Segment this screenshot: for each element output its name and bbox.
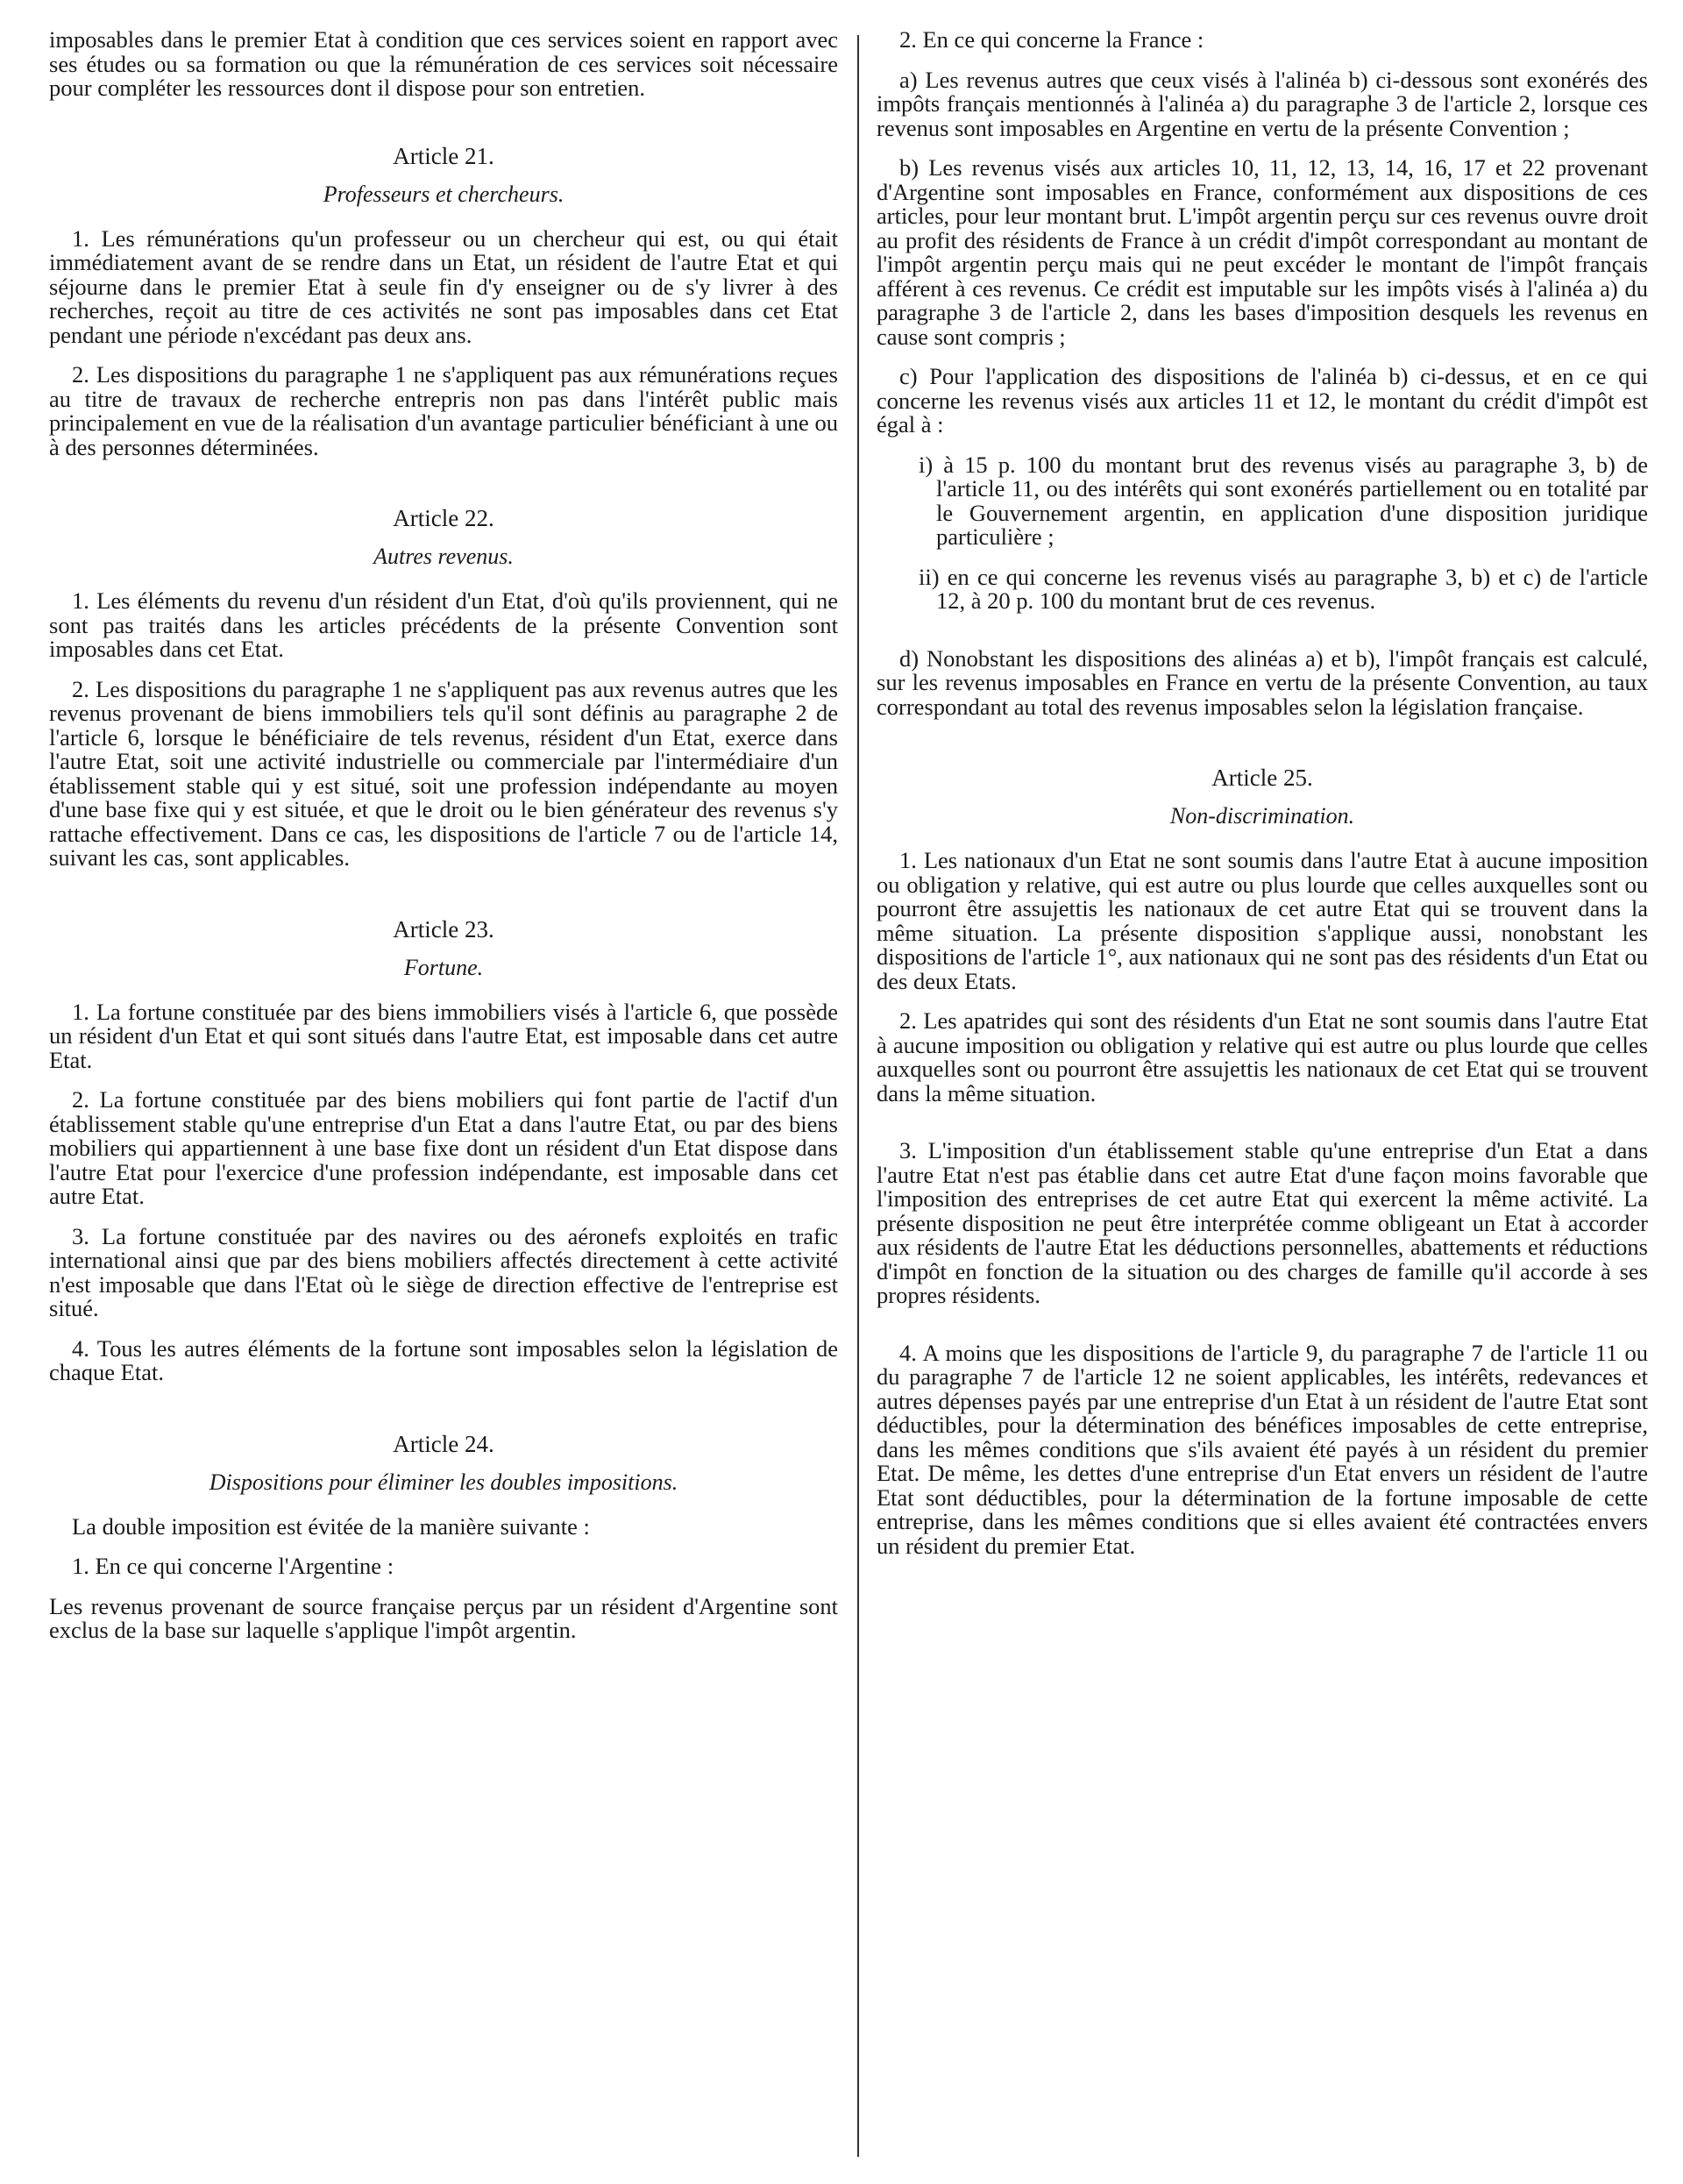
article-24-paragraph-1-text: Les revenus provenant de source française perçus par un résident d'Argentine sont exclus de la base sur laquelle s'applique l'impôt argentin. bbox=[49, 1592, 838, 1643]
article-22-paragraph-2: 2. Les dispositions du paragraphe 1 ne s'appliquent pas aux revenus autres que les revenus provenant de biens immobiliers tels qu'il sont définis au paragraphe 2 de l'article 6, lorsque le bénéficiaire de tels revenus, résident d'un Etat, exerce dans l'autre Etat, soit une activité industrielle ou commerciale par l'intermédiaire d'un établissement stable qui y est situé, soit une profession indépendante au moyen d'une base fixe qui y est située, et que le droit ou le bien générateur des revenus s'y rattache effectivement. Dans ce cas, les dispositions de l'article 7 ou de l'article 14, suivant les cas, sont applicables. bbox=[49, 675, 838, 871]
article-22-paragraph-1: 1. Les éléments du revenu d'un résident d'un Etat, d'où qu'ils proviennent, qui ne sont pas traités dans les articles précédents de la présente Convention sont imposables dans cet Etat. bbox=[49, 587, 838, 662]
article-24-paragraph-2c: c) Pour l'application des dispositions de l'alinéa b) ci-dessus, et en ce qui concerne les revenus visés aux articles 11 et 12, le montant du crédit d'impôt est égal à : bbox=[877, 363, 1648, 438]
article-22-heading: Article 22. bbox=[393, 505, 494, 531]
article-24-subtitle: Dispositions pour éliminer les doubles impositions. bbox=[209, 1469, 678, 1495]
article-24-paragraph-2b: b) Les revenus visés aux articles 10, 11, 12, 13, 14, 16, 17 et 22 provenant d'Argentine sont imposables en France, conformément aux dispositions de ces articles, pour leur montant brut. L'impôt argentin perçu sur ces revenus ouvre droit au profit des résidents de France à un crédit d'impôt correspondant au montant de l'impôt argentin perçu mais qui ne peut excéder le montant de l'impôt français afférent à ces revenus. Ce crédit est imputable sur les impôts visés à l'alinéa a) du paragraphe 3 de l'article 2, dans les bases d'imposition desquels les revenus en cause sont compris ; bbox=[877, 154, 1648, 350]
article-23-subtitle: Fortune. bbox=[403, 954, 484, 980]
left-column bbox=[49, 28, 838, 1659]
article-25-paragraph-3: 3. L'imposition d'un établissement stable qu'une entreprise d'un Etat a dans l'autre Etat n'est pas établie dans cet autre Etat d'une façon moins favorable que l'imposition des entreprises de cet autre Etat qui exercent la même activité. La présente disposition ne peut être interprétée comme obligeant un Etat à accorder aux résidents de l'autre Etat les déductions personnelles, abattements et réductions d'impôt en fonction de la situation ou des charges de famille qu'il accorde à ses propres résidents. bbox=[877, 1137, 1648, 1308]
column-divider bbox=[857, 35, 859, 2157]
article-23-paragraph-4: 4. Tous les autres éléments de la fortune sont imposables selon la législation de chaque Etat. bbox=[49, 1334, 838, 1385]
article-24-intro: La double imposition est évitée de la manière suivante : bbox=[72, 1512, 590, 1540]
article-25-paragraph-4: 4. A moins que les dispositions de l'article 9, du paragraphe 7 de l'article 11 ou du paragraphe 7 de l'article 12 ne soient applicables, les intérêts, redevances et autres dépenses payés par une entreprise d'un Etat à un résident de l'autre Etat sont déductibles, pour la détermination des bénéfices imposables de cette entreprise, dans les mêmes conditions que s'ils avaient été payés à un résident du premier Etat. De même, les dettes d'une entreprise d'un Etat envers un résident de l'autre Etat sont déductibles, pour la détermination de la fortune imposable de cette entreprise, dans les mêmes conditions que si elles avaient été contractées envers un résident du premier Etat. bbox=[877, 1339, 1648, 1559]
article-23-paragraph-3: 3. La fortune constituée par des navires ou des aéronefs exploités en trafic international ainsi que par des biens mobiliers affectés directement à cette activité n'est imposable que dans l'Etat où le siège de direction effective de l'entreprise est situé. bbox=[49, 1222, 838, 1321]
article-21-subtitle: Professeurs et chercheurs. bbox=[323, 181, 565, 207]
article-21-paragraph-2: 2. Les dispositions du paragraphe 1 ne s'appliquent pas aux rémunérations reçues au titre de travaux de recherche entrepris non pas dans l'intérêt public mais principalement en vue de la réalisation d'un avantage particulier bénéficiant à une ou à des personnes déterminées. bbox=[49, 361, 838, 460]
article-24-paragraph-2-label: 2. En ce qui concerne la France : bbox=[899, 26, 1204, 53]
article-24-paragraph-2d: d) Nonobstant les dispositions des alinéas a) et b), l'impôt français est calculé, sur les revenus imposables en France en vertu de la présente Convention, au taux correspondant au total des revenus imposables selon la législation française. bbox=[877, 644, 1648, 720]
right-column bbox=[877, 28, 1648, 1574]
article-24-paragraph-2c-i: i) à 15 p. 100 du montant brut des revenus visés au paragraphe 3, b) de l'article 11, ou des intérêts qui sont exonérés partiellement ou en totalité par le Gouvernement argentin, en application d'une disposition juridique particulière ; bbox=[919, 451, 1648, 550]
article-25-subtitle: Non-discrimination. bbox=[1169, 803, 1355, 829]
article-21-heading: Article 21. bbox=[393, 142, 494, 169]
intro-paragraph: imposables dans le premier Etat à condition que ces services soient en rapport avec ses études ou sa formation ou que la rémunération de ces services soit nécessaire pour compléter les ressources dont il dispose pour son entretien. bbox=[49, 26, 838, 101]
article-24-heading: Article 24. bbox=[393, 1430, 494, 1457]
article-24-paragraph-2a: a) Les revenus autres que ceux visés à l'alinéa b) ci-dessous sont exonérés des impôts français mentionnés à l'alinéa a) du paragraphe 3 de l'article 2, lorsque ces revenus sont imposables en Argentine en vertu de la présente Convention ; bbox=[877, 66, 1648, 141]
article-23-heading: Article 23. bbox=[393, 915, 494, 943]
article-23-paragraph-2: 2. La fortune constituée par des biens mobiliers qui font partie de l'actif d'un établissement stable qu'une entreprise d'un Etat a dans l'autre Etat, ou par des biens mobiliers qui appartiennent à une base fixe dont un résident d'un Etat dispose dans l'autre Etat pour l'exercice d'une profession indépendante, est imposable dans cet autre Etat. bbox=[49, 1086, 838, 1209]
article-22-subtitle: Autres revenus. bbox=[373, 544, 514, 569]
article-21-paragraph-1: 1. Les rémunérations qu'un professeur ou un chercheur qui est, ou qui était immédiatement avant de se rendre dans un Etat, un résident de l'autre Etat et qui séjourne dans le premier Etat à seule fin d'y enseigner ou de s'y livrer à des recherches, reçoit au titre de ces activités ne sont pas imposables dans cet Etat pendant une période n'excédant pas deux ans. bbox=[49, 224, 838, 348]
article-25-heading: Article 25. bbox=[1211, 765, 1313, 791]
article-24-paragraph-1-label: 1. En ce qui concerne l'Argentine : bbox=[72, 1553, 394, 1579]
article-25-paragraph-2: 2. Les apatrides qui sont des résidents d'un Etat ne sont soumis dans l'autre Etat à aucune imposition ou obligation y relative qui est autre ou plus lourde que celles auxquelles sont ou pourront être assujettis les nationaux de cet Etat qui se trouvent dans la même situation. bbox=[877, 1007, 1648, 1106]
article-24-paragraph-2c-ii: ii) en ce qui concerne les revenus visés au paragraphe 3, b) et c) de l'article 12, à 20 p. 100 du montant brut de ces revenus. bbox=[919, 563, 1648, 614]
article-25-paragraph-1: 1. Les nationaux d'un Etat ne sont soumis dans l'autre Etat à aucune imposition ou obligation y relative, qui est autre ou plus lourde que celles auxquelles sont ou pourront être assujettis les nationaux de cet autre Etat qui se trouvent dans la même situation. La présente disposition s'applique aussi, nonobstant les dispositions de l'article 1°, aux nationaux qui ne sont pas des résidents d'un Etat ou des deux Etats. bbox=[877, 847, 1648, 994]
article-23-paragraph-1: 1. La fortune constituée par des biens immobiliers visés à l'article 6, que possède un résident d'un Etat et qui sont situés dans l'autre Etat, est imposable dans cet autre Etat. bbox=[49, 998, 838, 1073]
